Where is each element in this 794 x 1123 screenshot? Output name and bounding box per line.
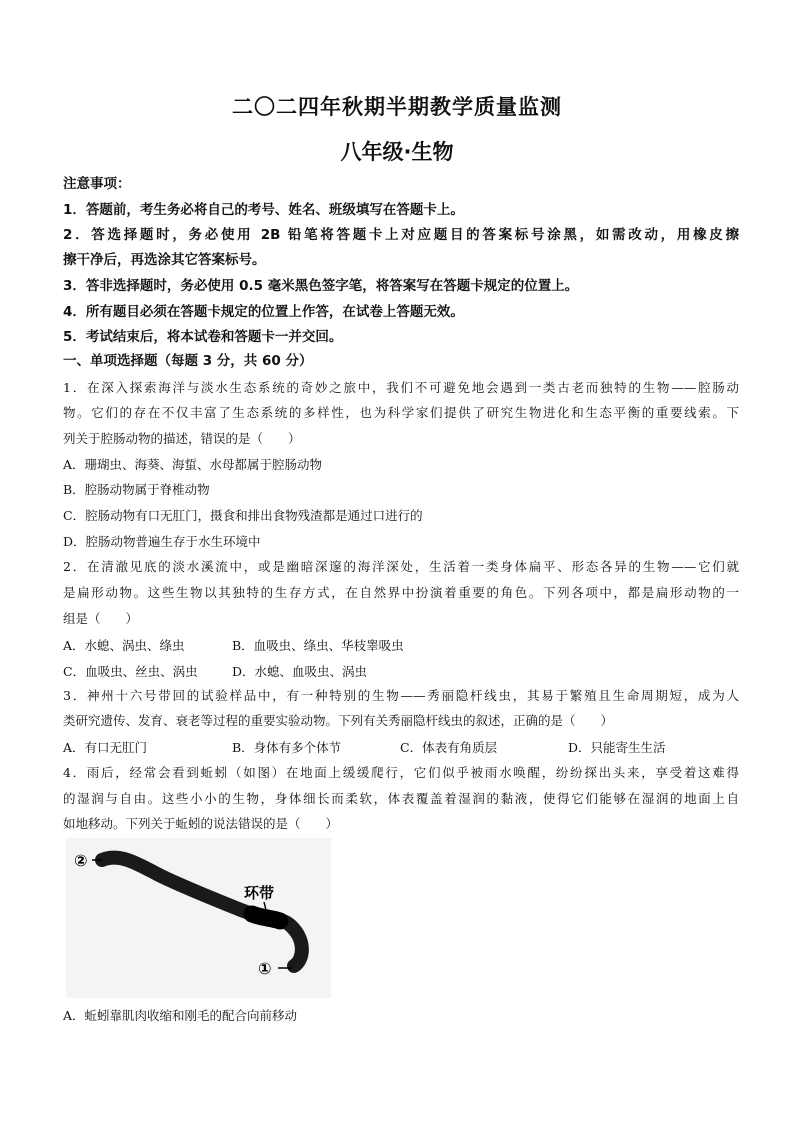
exam-title: 二〇二四年秋期半期教学质量监测 [232,95,562,119]
q2-stem-line: 2．在清澈见底的淡水溪流中，或是幽暗深邃的海洋深处，生活着一类身体扁平、形态各异的生物——它们就 [63,559,739,574]
q3-option-a: A．有口无肛门 [63,740,148,755]
q1-stem-line: 物。它们的存在不仅丰富了生态系统的多样性，也为科学家们提供了研究生物进化和生态平衡的重要线索。下 [63,405,739,420]
notice-item: 3．答非选择题时，务必使用 0.5 毫米黑色签字笔，将答案写在答题卡规定的位置上。 [63,278,579,294]
notice-heading: 注意事项： [63,176,131,192]
notice-item: 5．考试结束后，将本试卷和答题卡一并交回。 [63,329,343,345]
q4-stem-line: 如地移动。下列关于蚯蚓的说法错误的是（ ） [63,816,339,831]
q4-stem-line: 的湿润与自由。这些小小的生物，身体细长而柔软，体表覆盖着湿润的黏液，使得它们能够在湿润的地面上自 [63,791,739,806]
label-head: ② [74,851,88,870]
q3-option-d: D．只能寄生生活 [568,740,666,755]
q4-option-a: A．蚯蚓靠肌肉收缩和刚毛的配合向前移动 [63,1008,298,1023]
earthworm-figure [66,838,331,998]
section-heading: 一、单项选择题（每题 3 分，共 60 分） [63,353,313,369]
clitellum-band [252,914,280,921]
q1-option-d: D．腔肠动物普遍生存于水生环境中 [63,534,261,549]
q2-stem-line: 是扁形动物。这些生物以其独特的生存方式，在自然界中扮演着重要的角色。下列各项中，都是扁形动物的一 [63,585,739,600]
q1-option-c: C．腔肠动物有口无肛门，摄食和排出食物残渣都是通过口进行的 [63,508,423,523]
q1-stem-line: 列关于腔肠动物的描述，错误的是（ ） [63,431,301,446]
q3-stem-line: 类研究遗传、发育、衰老等过程的重要实验动物。下列有关秀丽隐杆线虫的叙述，正确的是（ ） [63,713,614,728]
exam-subtitle: 八年级·生物 [340,140,454,164]
notice-item: 4．所有题目必须在答题卡规定的位置上作答，在试卷上答题无效。 [63,304,464,320]
q2-option-a: A．水螅、涡虫、绦虫 [63,638,185,653]
q1-option-b: B．腔肠动物属于脊椎动物 [63,482,210,497]
q1-stem-line: 1．在深入探索海洋与淡水生态系统的奇妙之旅中，我们不可避免地会遇到一类古老而独特的生物——腔肠动 [63,380,739,395]
q4-stem-line: 4．雨后，经常会看到蚯蚓（如图）在地面上缓缓爬行，它们似乎被雨水唤醒，纷纷探出头来，享受着这难得 [63,765,739,780]
q2-option-d: D．水螅、血吸虫、涡虫 [232,664,368,679]
notice-item: 擦干净后，再选涂其它答案标号。 [63,252,266,268]
q1-option-a: A．珊瑚虫、海葵、海蜇、水母都属于腔肠动物 [63,457,323,472]
earthworm-drawing [66,838,331,998]
notice-item: 2．答选择题时，务必使用 2B 铅笔将答题卡上对应题目的答案标号涂黑，如需改动，用橡皮擦 [63,227,739,243]
q3-stem-line: 3．神州十六号带回的试验样品中，有一种特别的生物——秀丽隐杆线虫，其易于繁殖且生命周期短，成为人 [63,688,739,703]
q2-stem-line: 组是（ ） [63,611,139,626]
q2-option-b: B．血吸虫、绦虫、华枝睾吸虫 [232,638,404,653]
q3-option-b: B．身体有多个体节 [232,740,342,755]
notice-item: 1．答题前，考生务必将自己的考号、姓名、班级填写在答题卡上。 [63,202,464,218]
q3-option-c: C．体表有角质层 [400,740,498,755]
q2-option-c: C．血吸虫、丝虫、涡虫 [63,664,198,679]
label-clitellum: 环带 [244,884,275,902]
label-tail: ① [258,959,272,978]
